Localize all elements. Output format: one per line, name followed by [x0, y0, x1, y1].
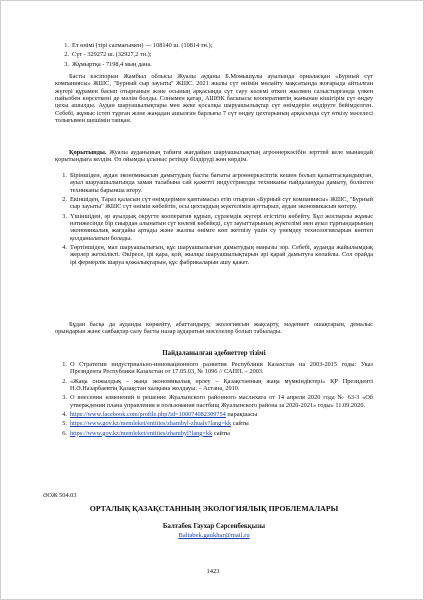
author-email: [55, 532, 373, 540]
article-author: Балтабек Гаухар Сәрсенбекқызы: [162, 523, 266, 530]
references-list: [55, 361, 373, 437]
body-paragraph: Басты кәсіпорын Жамбыл облысы Жуалы ауданы Б.Момышұлы ауылында орналасқан «Бурный сүт компаниясы» ЖШС, "Бурный сыр зауыты" ЖШС. 2021 жылы сүт өнімін мөлайту мақсатында жоғарыда айтылған жүгері құрамен басып отырғанын және осының арқасында сүт сауу көлемі өткен жылмен салыстырғанда үлкен пайызбен көрсеткені де мәлім болды. Сонымен қатар, АШӨК басшысы кооперативтің жанынан кішігірім сүт өндеу цехы ашылды. Аудан шаруашылықтары мен жеке қосалқы шаруашылықтар сүт өнімдерін өндіруге бейімделген. Себебі, жұмыс істеп тұрған және жаңадан ашылған барлығы 7 сүт өндеу цехтарының арқасында сүт өткізу мәселесі толығымен шешімін тапқан.: [55, 73, 373, 125]
closing-paragraph: Бұдан басқа да ауданды көркейту, абаттандыру, экологиясын жақсарту, мәдениет ошақтарын, демалыс орындарын және саябақтар салу басты назар аударатын мәселелер болып табылады.: [55, 321, 373, 336]
page-number: 1423: [206, 568, 220, 575]
email-link[interactable]: Baltabek.gaukhar@mail.ru: [178, 532, 250, 539]
conclusion-list: [55, 172, 373, 266]
list-item: 2. Екіншіден, Тараз қаласын сүт өнімдерімен қамтамасыз етіп отырған «Бурный сүт компаниясы» ЖШС, "Бурный сыр зауыты" ЖШС сүт өнімін көбейтіп, осы цехтардың жүктелімін арттырып, аудан экономикасын көтеру.: [62, 196, 373, 211]
conclusion-text: Жуалы ауданының табиғи жағдайын шаруашылықтың агроөнеркәсібін зерттей келе мынандай қорытындыға келдім. Өз ойымды ұсыныс ретінде білдіруді жөн көрдім.: [55, 149, 374, 164]
reference-item: 6. https://www.gov.kz/memleket/entities/zhambyl?lang=kk сайты: [62, 429, 230, 437]
list-item: 1. Біріншіден, аудан экономикасын дамытудың басты бағыты агроөнеркәсіптік кешен болып қалыптасқандықтан, ауыл шаруашылығында заман талабына сай қажетті индустриялды техниканы пайдалануды дамыту, болінген техниканы барынша игеру.: [62, 172, 373, 194]
reference-link[interactable]: https://www.gov.kz/memleket/entities/zhambyl-zhualy?lang=kk: [70, 420, 232, 428]
reference-item: 4. https://www.facebook.com/profile.php?id=100074082309754 парақшасы: [62, 411, 258, 419]
references-title: Пайдаланылған әдебиеттер тізімі: [162, 350, 266, 357]
reference-item: 2. «Жаңа онжылдық – жаңа экономикалық өрлеу – Қазақстанның жаңа мүмкіндіктері» ҚР Президенті Н.Ә.Назарбаевтің Қазақстан халқына жолдауы. – Астана, 2010.: [62, 377, 373, 393]
list-item: 2. Сүт - 329272 ш. (32927,2 тн.);: [64, 51, 152, 59]
list-item: 3. Жұмыртқа - 7198,4 мың дана.: [64, 60, 152, 68]
conclusion-paragraph: [55, 149, 373, 164]
reference-link[interactable]: https://www.facebook.com/profile.php?id=100074082309754: [70, 411, 226, 419]
reference-item: 3. О внесении изменений в решение Жуалынского районного маслихата от 14 апреля 2020 года № 63-3 «Об утверждении плана управления и пользования пастбищ Жуалынского района за 2020-2021» годы» 11.09.2020.: [62, 394, 373, 409]
list-item: 1. Ет өнімі (тірі салмағымен) — 108140 ш. (10814 тн.);: [64, 42, 213, 49]
udc-code: ӘОЖ 504.03: [43, 492, 77, 499]
reference-link[interactable]: https://www.gov.kz/memleket/entities/zhambyl?lang=kk: [70, 429, 213, 437]
conclusion-label: Қорытынды.: [69, 149, 107, 156]
list-item: 4. Төртіншіден, мал шаруашылығын, құс шаруашылығын дамытудың маңызы зор. Себебі, ауданда жайылымдық жерлер жеткілікті. Әкіресе, ірі қара, қой, жылқы шаруашылықтарын әрі қарай дамытуға көлайлы. Сол орайда ірі фермерлік шаруа қожалықтарын, құс фабрикаларын ашу қажет.: [62, 244, 373, 266]
reference-item: 5. https://www.gov.kz/memleket/entities/zhambyl-zhualy?lang=kk сайты: [62, 420, 249, 428]
article-title: ОРТАЛЫҚ ҚАЗАҚСТАННЫҢ ЭКОЛОГИЯЛЫҚ ПРОБЛЕМАЛАРЫ: [89, 504, 339, 513]
production-list: [57, 42, 375, 68]
reference-item: 1. О Стратегии индустриально-инновационного развития Республики Казахстан на 2003-2015 годы: Указ Президента Республики Казахстан от 17.05.03, № 1096 // САПП. – 2003.: [62, 361, 373, 376]
list-item: 3. Үшіншіден, әр ауылдық округте кооператив құрып, сүрлемдік жүгері егістігін көбейту. Бұл жоспарлы жұмыс нәтижесінде бір сиырдан алынатын сүт көлемі көбейеді, сүт зауыттарының жүктелімі мен ауыл тұрғындарының экономикалық жағдайы артады және жалпы өнімге көп жетпізу үшін су үнемдеу технологияларын көптеп қолданылатын болады.: [62, 212, 373, 242]
